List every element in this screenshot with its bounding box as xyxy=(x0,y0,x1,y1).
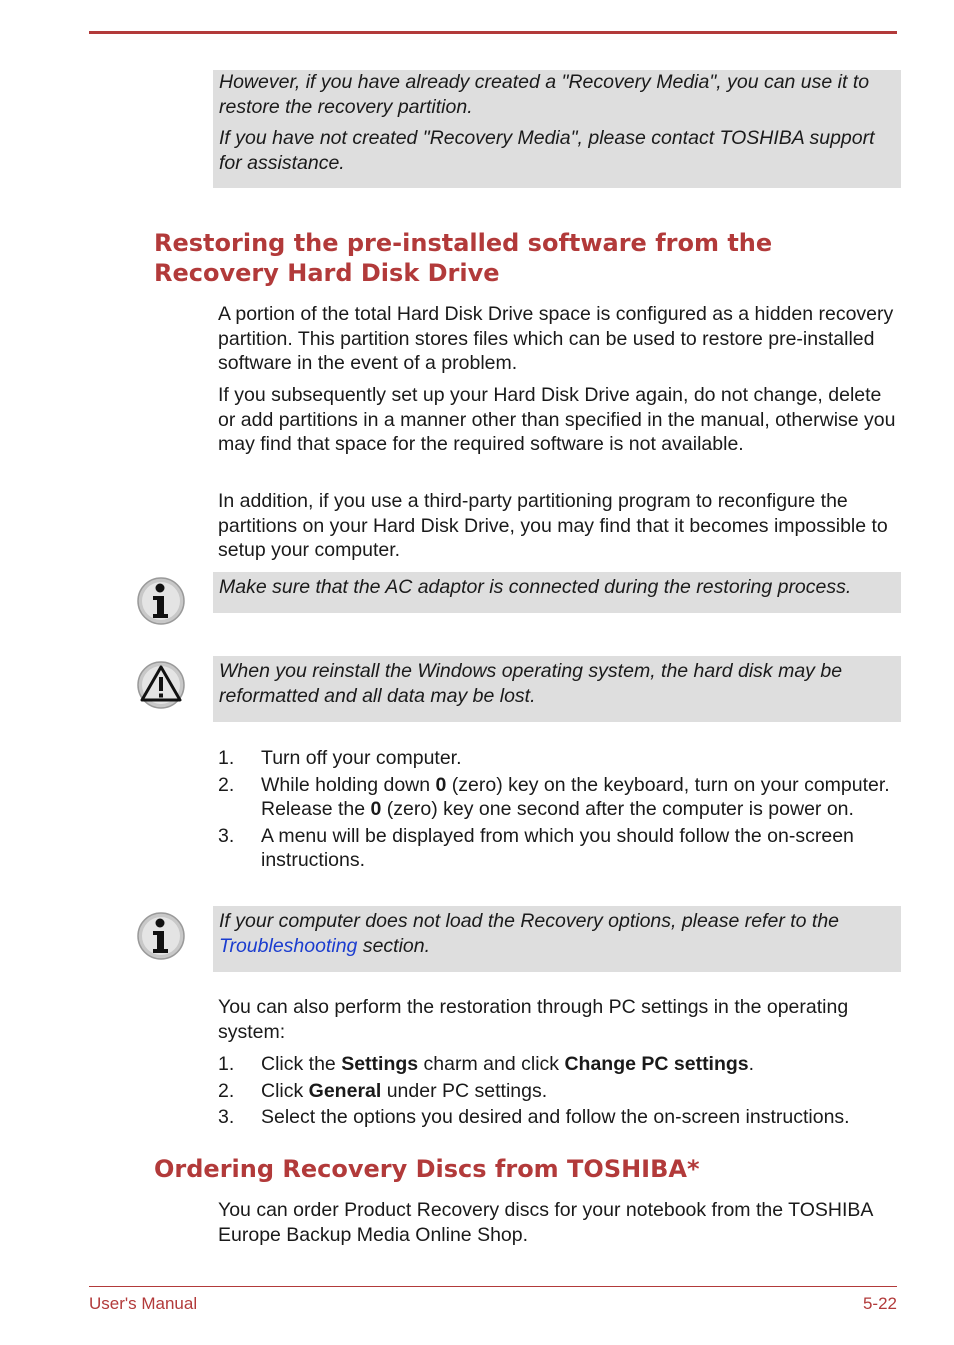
info-icon xyxy=(136,576,186,626)
warning-note-reformat xyxy=(213,656,901,722)
note-text: However, if you have already created a "Recovery Media", you can use it to restore the recovery partition. xyxy=(219,71,870,118)
section-heading-restoring: Restoring the pre-installed software from the Recovery Hard Disk Drive xyxy=(154,229,773,287)
pc-settings-steps-list xyxy=(218,1052,898,1130)
page-number: 5-22 xyxy=(862,1294,897,1313)
troubleshooting-link[interactable]: Troubleshooting xyxy=(219,934,358,957)
paragraph: You can order Product Recovery discs for your notebook from the TOSHIBA Europe Backup Media Online Shop. xyxy=(218,1199,873,1246)
list-item: 1. Turn off your computer. xyxy=(218,747,462,769)
paragraph: In addition, if you use a third-party partitioning program to reconfigure the partitions on your Hard Disk Drive, you may find that it becomes impossible to setup your computer. xyxy=(218,490,888,561)
note-text: If your computer does not load the Recovery options, please refer to the Troubleshooting section. xyxy=(219,910,840,957)
recovery-steps-list xyxy=(218,746,898,873)
header-rule xyxy=(89,31,897,34)
paragraph: You can also perform the restoration through PC settings in the operating system: xyxy=(218,996,849,1043)
info-icon xyxy=(136,911,186,961)
warning-icon xyxy=(136,660,186,710)
note-text: Make sure that the AC adaptor is connected during the restoring process. xyxy=(219,576,852,598)
footer-rule xyxy=(89,1286,897,1287)
note-text: When you reinstall the Windows operating system, the hard disk may be reformatted and all data may be lost. xyxy=(219,660,843,707)
list-item: 1. Click the Settings charm and click Change PC settings. xyxy=(218,1053,755,1075)
info-note-ac-adaptor xyxy=(213,572,901,613)
list-item: 3. Select the options you desired and follow the on-screen instructions. xyxy=(218,1106,850,1128)
paragraph: If you subsequently set up your Hard Disk Drive again, do not change, delete or add partitions in a manner other than specified in the manual, otherwise you may find that space for the required software is not available. xyxy=(218,384,896,455)
paragraph: A portion of the total Hard Disk Drive space is configured as a hidden recovery partition. This partition stores files which can be used to restore pre-installed software in the event of a problem. xyxy=(218,303,894,374)
footer-title: User's Manual xyxy=(89,1294,198,1313)
list-item: 3. A menu will be displayed from which you should follow the on-screen instructions. xyxy=(218,824,854,871)
info-note-troubleshooting xyxy=(213,906,901,972)
note-box-recovery-media xyxy=(213,70,901,188)
section-heading-ordering: Ordering Recovery Discs from TOSHIBA* xyxy=(154,1155,700,1183)
list-item: 2. Click General under PC settings. xyxy=(218,1079,548,1102)
note-text: If you have not created "Recovery Media", please contact TOSHIBA support for assistance. xyxy=(219,127,875,174)
list-item: 2. While holding down 0 (zero) key on the keyboard, turn on your computer. Release the 0 (zero) key one second after the computer is power on. xyxy=(218,773,890,820)
